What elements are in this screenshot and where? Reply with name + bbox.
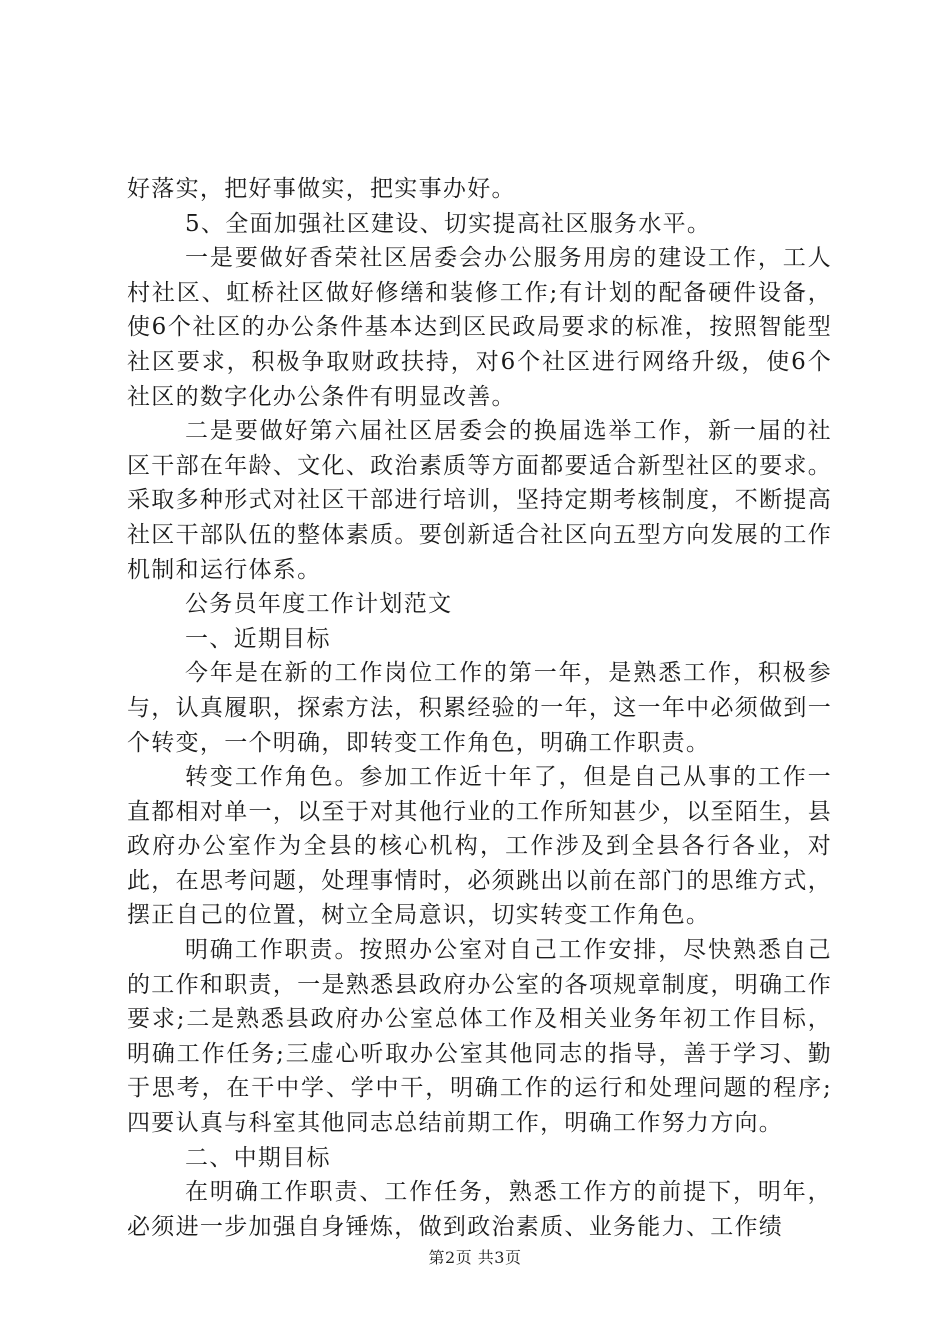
section-heading-near-term: 一、近期目标	[185, 625, 331, 652]
paragraph-this-year: 今年是在新的工作岗位工作的第一年，是熟悉工作，积极参与，认真履职，探索方法，积累经验的一年，这一年中必须做到一个转变，一个明确，即转变工作角色，明确工作职责。	[127, 660, 832, 756]
paragraph-responsibilities: 明确工作职责。按照办公室对自己工作安排，尽快熟悉自己的工作和职责，一是熟悉县政府办公室的各项规章制度，明确工作要求;二是熟悉县政府办公室总体工作及相关业务年初工作目标，明确工作任务;三虚心听取办公室其他同志的指导，善于学习、勤于思考，在干中学、学中干，明确工作的运行和处理问题的程序;四要认真与科室其他同志总结前期工作，明确工作努力方向。	[127, 937, 832, 1137]
section-heading-5: 5、全面加强社区建设、切实提高社区服务水平。	[185, 210, 712, 237]
paragraph-first-task: 一是要做好香荣社区居委会办公服务用房的建设工作，工人村社区、虹桥社区做好修缮和装修工作;有计划的配备硬件设备，使6个社区的办公条件基本达到区民政局要求的标准，按照智能型社区要求，积极争取财政扶持，对6个社区进行网络升级，使6个社区的数字化办公条件有明显改善。	[127, 245, 832, 410]
page-number-footer: 第2页 共3页	[428, 1248, 522, 1267]
paragraph-mid-term: 在明确工作职责、工作任务，熟悉工作方的前提下，明年，必须进一步加强自身锤炼，做到政治素质、业务能力、工作绩	[127, 1179, 832, 1240]
paragraph-continuation: 好落实，把好事做实，把实事办好。	[127, 176, 516, 202]
article-title: 公务员年度工作计划范文	[185, 591, 453, 618]
paragraph-role-change: 转变工作角色。参加工作近十年了，但是自己从事的工作一直都相对单一，以至于对其他行业的工作所知甚少，以至陌生，县政府办公室作为全县的核心机构，工作涉及到全县各行各业，对此，在思考问题，处理事情时，必须跳出以前在部门的思维方式，摆正自己的位置，树立全局意识，切实转变工作角色。	[127, 764, 832, 929]
document-body	[127, 172, 832, 1244]
paragraph-second-task: 二是要做好第六届社区居委会的换届选举工作，新一届的社区干部在年龄、文化、政治素质等方面都要适合新型社区的要求。采取多种形式对社区干部进行培训，坚持定期考核制度，不断提高社区干部队伍的整体素质。要创新适合社区向五型方向发展的工作机制和运行体系。	[127, 418, 832, 583]
section-heading-mid-term: 二、中期目标	[185, 1144, 331, 1171]
